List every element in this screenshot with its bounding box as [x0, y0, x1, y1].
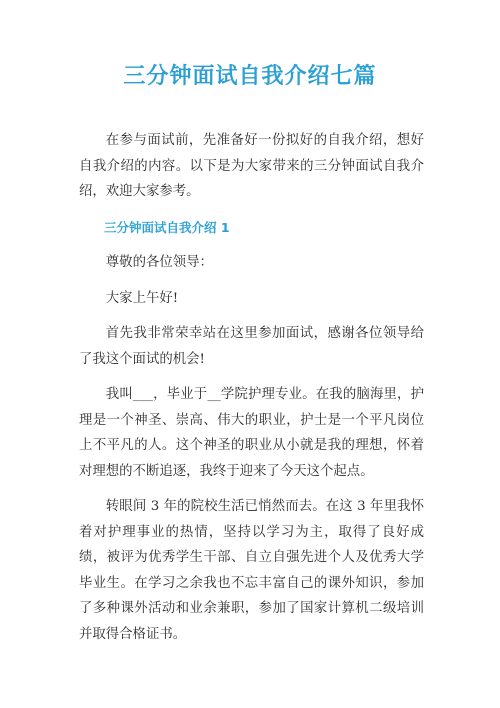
- document-body: [79, 128, 424, 647]
- thanks-paragraph: 首先我非常荣幸站在这里参加面试，感谢各位领导给了我这个面试的机会!: [79, 326, 424, 367]
- intro-paragraph: 在参与面试前，先准备好一份拟好的自我介绍，想好自我介绍的内容。以下是为大家带来的三分钟面试自我介绍，欢迎大家参考。: [79, 133, 424, 199]
- salutation-paragraph: 尊敬的各位领导：: [105, 255, 213, 270]
- greeting-paragraph: 大家上午好!: [105, 290, 179, 306]
- section-heading: 三分钟面试自我介绍 1: [104, 219, 230, 235]
- college-life-paragraph: 转眼间 3 年的院校生活已悄然而去。在这 3 年里我怀着对护理事业的热情，坚持以学习为主，取得了良好成绩，被评为优秀学生干部、自立自强先进个人及优秀大学毕业生。在学习之余我也不忘丰富自己的课外知识，参加了多种课外活动和业余兼职，参加了国家计算机二级培训并取得合格证书。: [79, 499, 424, 642]
- document-title: 三分钟面试自我介绍七篇: [123, 64, 377, 89]
- background-paragraph: 我叫___，毕业于__学院护理专业。在我的脑海里，护理是一个神圣、崇高、伟大的职业，护士是一个平凡岗位上不平凡的人。这个神圣的职业从小就是我的理想，怀着对理想的不断追逐，我终于迎来了今天这个起点。: [79, 387, 424, 479]
